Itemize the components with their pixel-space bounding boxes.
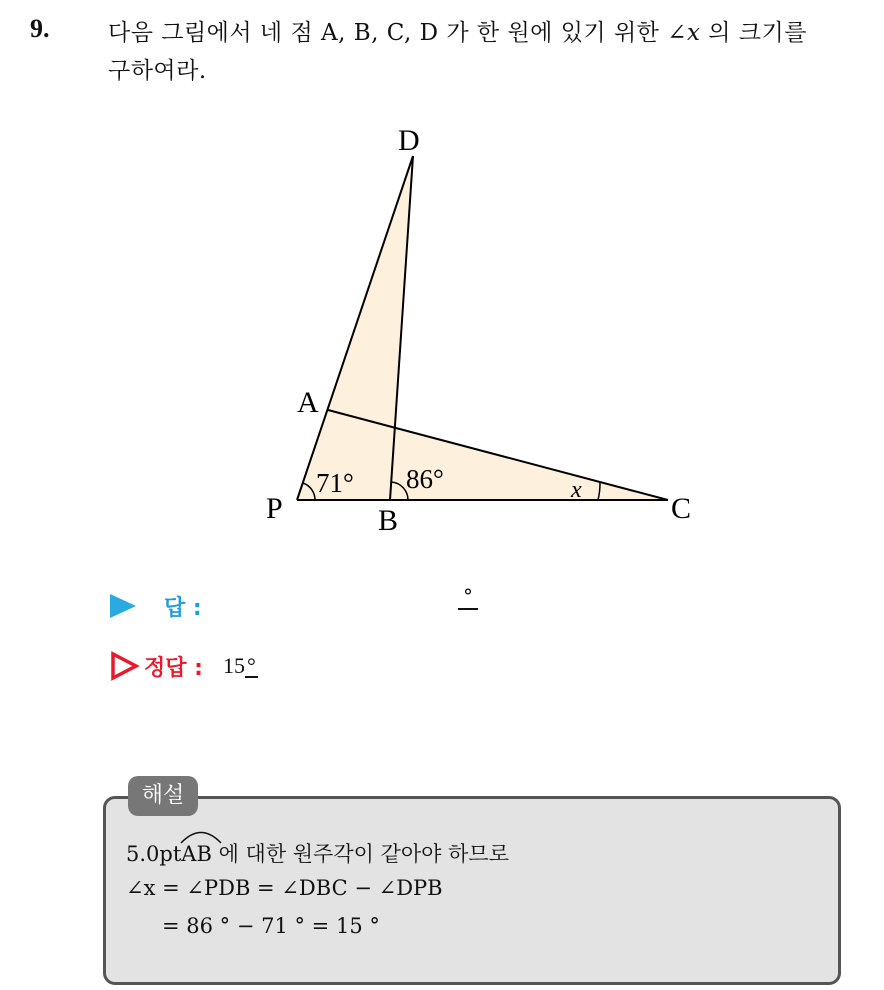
arc-ab: [181, 842, 212, 866]
correct-answer-label: 정답 :: [144, 655, 203, 681]
question-text-line1-before: 다음 그림에서 네 점 A, B, C, D 가 한 원에 있기 위한: [108, 20, 660, 46]
outline-arrow-icon: [110, 651, 140, 681]
solution-line1-prefix: 5.0pt: [126, 842, 182, 866]
correct-answer-value: [223, 653, 258, 679]
label-point-a: A: [297, 386, 319, 419]
solution-line-3: = 86 ° − 71 ° = 15 °: [162, 914, 380, 938]
angle-label-c: x: [571, 477, 582, 503]
solution-line-2: ∠x = ∠PDB = ∠DBC − ∠DPB: [126, 876, 443, 900]
solution-line1-suffix: 에 대한 원주각이 같아야 하므로: [211, 842, 509, 866]
label-point-b: B: [378, 504, 399, 537]
angle-label-p: 71°: [316, 468, 354, 498]
angle-label-b: 86°: [406, 464, 444, 494]
play-arrow-icon: [110, 594, 136, 618]
arc-symbol-icon: [179, 828, 223, 844]
answer-input-blank[interactable]: °: [458, 584, 478, 610]
label-point-p: P: [266, 492, 283, 525]
answer-row: [110, 584, 473, 624]
arc-ab-label: AB: [181, 842, 212, 866]
label-point-d: D: [398, 124, 420, 157]
label-point-c: C: [671, 492, 692, 525]
correct-answer-row: [110, 648, 258, 684]
solution-line-1: [126, 838, 509, 868]
correct-answer-number: 15: [222, 653, 245, 678]
angle-x-symbol: ∠x: [667, 20, 701, 46]
question-text-line2: 구하여라.: [108, 58, 207, 84]
question-text-line1-after: 의 크기를: [708, 20, 807, 46]
question-number: 9.: [30, 14, 50, 43]
answer-label: 답 :: [164, 595, 202, 621]
solution-tag: 해설: [128, 776, 198, 816]
correct-answer-unit: °: [246, 653, 256, 678]
